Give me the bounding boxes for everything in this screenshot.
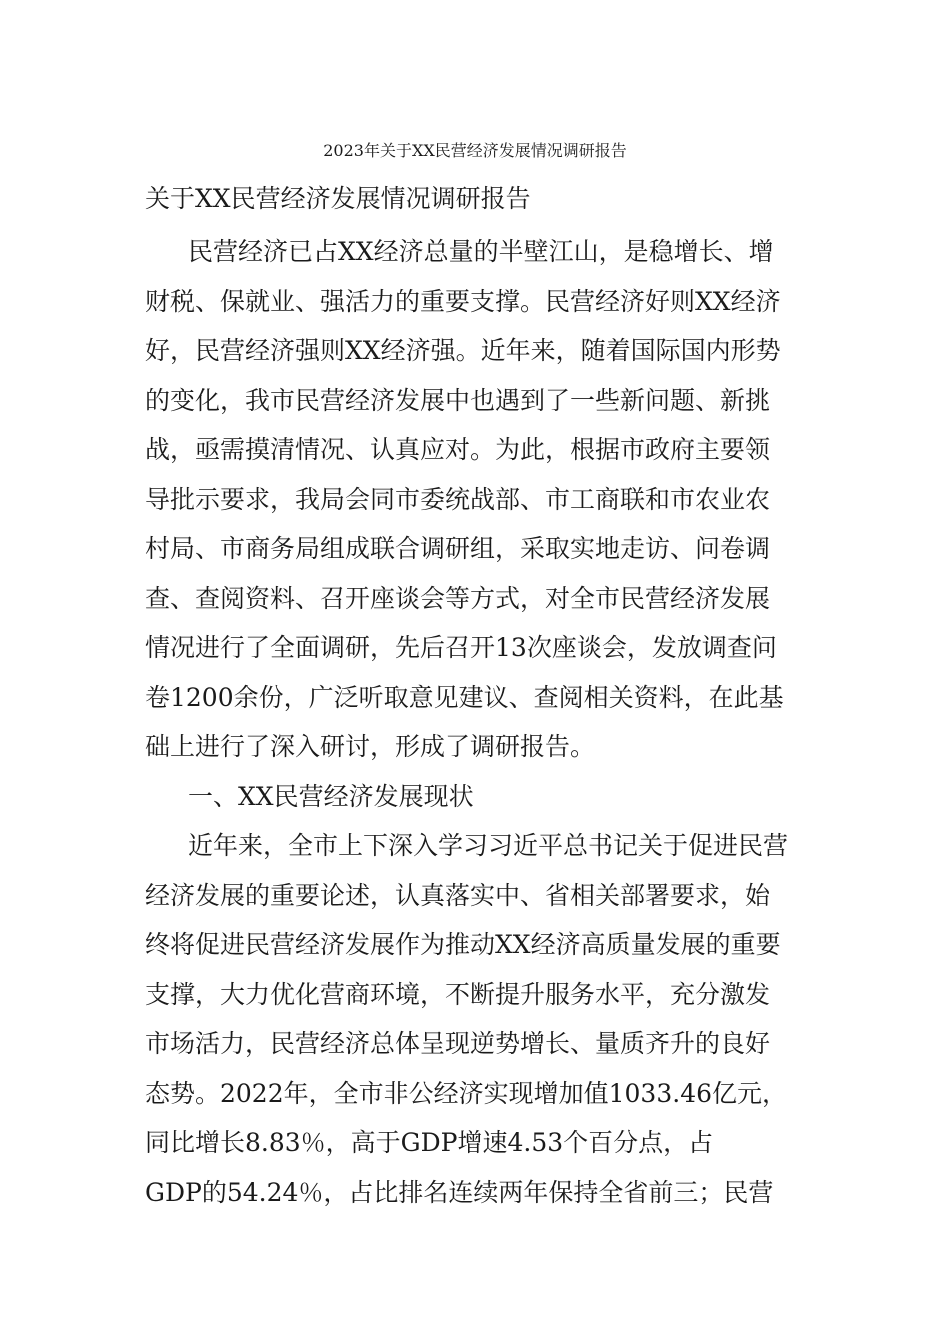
document-title: 2023年关于XX民营经济发展情况调研报告	[323, 141, 627, 160]
paragraph-line: 民营经济已占XX经济总量的半壁江山，是稳增长、增	[188, 237, 774, 266]
paragraph-line: 支撑，大力优化营商环境，不断提升服务水平，充分激发	[145, 980, 771, 1009]
paragraph-line: 同比增长8.83％，高于GDP增速4.53个百分点，占	[145, 1128, 714, 1157]
document-subtitle: 关于XX民营经济发展情况调研报告	[145, 184, 531, 213]
paragraph-line: 情况进行了全面调研，先后召开13次座谈会，发放调查问	[145, 633, 777, 662]
paragraph-line: 卷1200余份，广泛听取意见建议、查阅相关资料，在此基	[145, 683, 784, 712]
paragraph-line: 导批示要求，我局会同市委统战部、市工商联和市农业农	[145, 485, 771, 514]
paragraph-line: 态势。2022年，全市非公经济实现增加值1033.46亿元，	[145, 1079, 788, 1108]
paragraph-line: 市场活力，民营经济总体呈现逆势增长、量质齐升的良好	[145, 1029, 771, 1058]
paragraph-line: GDP的54.24％，占比排名连续两年保持全省前三；民营	[145, 1178, 774, 1207]
paragraph-line: 础上进行了深入研讨，形成了调研报告。	[145, 732, 596, 761]
paragraph-line: 好，民营经济强则XX经济强。近年来，随着国际国内形势	[145, 336, 781, 365]
paragraph-line: 战，亟需摸清情况、认真应对。为此，根据市政府主要领	[145, 435, 771, 464]
paragraph-line: 查、查阅资料、召开座谈会等方式，对全市民营经济发展	[145, 584, 771, 613]
paragraph-line: 村局、市商务局组成联合调研组，采取实地走访、问卷调	[145, 534, 771, 563]
paragraph-line: 的变化，我市民营经济发展中也遇到了一些新问题、新挑	[145, 386, 771, 415]
section-heading: 一、XX民营经济发展现状	[188, 782, 474, 811]
paragraph-line: 终将促进民营经济发展作为推动XX经济高质量发展的重要	[145, 930, 781, 959]
paragraph-line: 近年来，全市上下深入学习习近平总书记关于促进民营	[188, 831, 789, 860]
paragraph-line: 经济发展的重要论述，认真落实中、省相关部署要求，始	[145, 881, 771, 910]
paragraph-line: 财税、保就业、强活力的重要支撑。民营经济好则XX经济	[145, 287, 781, 316]
